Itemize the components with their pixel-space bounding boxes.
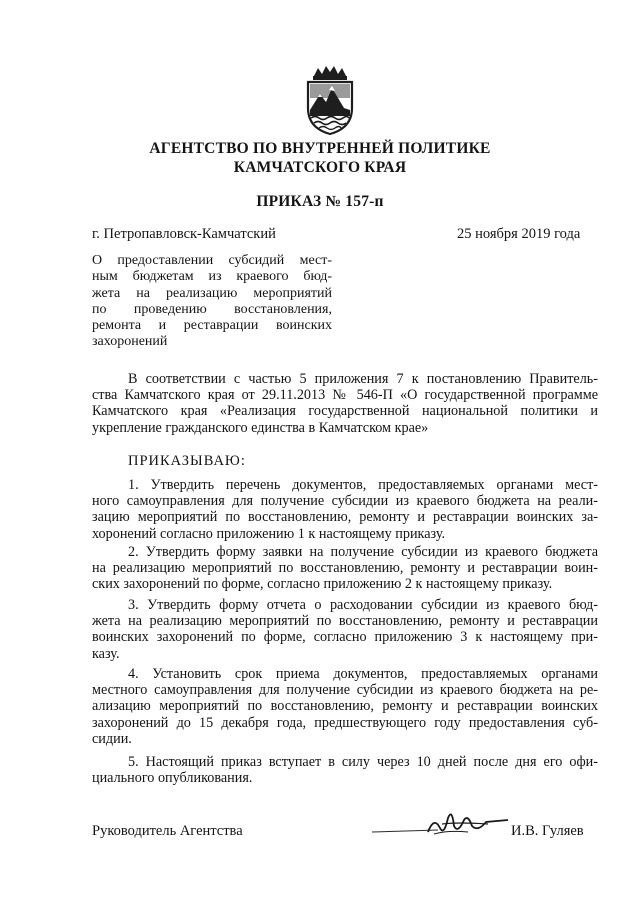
order-subject [92,253,332,351]
item-line: сидии. [92,730,132,747]
item-line: ного самоуправления для получение субсидии из краевого бюджета на реали- [92,493,598,510]
item-4 [92,666,598,747]
subject-line: ремонта и реставрации воинских [92,318,332,334]
item-line: жета на реализацию мероприятий по восстановлению, ремонту и реставрации [92,613,598,630]
city: г. Петропавловск-Камчатский [92,226,276,242]
item-line: воинских захоронений по форме, согласно приложению 3 к настоящему при- [92,629,598,646]
item-line: 3. Утвердить форму отчета о расходовании субсидии из краевого бюд- [128,597,598,613]
item-line: циального опубликования. [92,770,253,787]
item-line: 4. Установить срок приема документов, предоставляемых органами [128,666,598,682]
item-5 [92,754,598,786]
item-line: 1. Утвердить перечень документов, предоставляемых органами мест- [128,477,598,493]
item-1 [92,477,598,542]
subject-line: по проведению восстановления, [92,301,332,317]
order-title: ПРИКАЗ № 157-п [256,193,384,210]
signatory-position: Руководитель Агентства [92,823,243,839]
handwritten-signature-icon [368,810,518,840]
coat-of-arms-icon [301,64,359,136]
item-line: 5. Настоящий приказ вступает в силу через 10 дней после дня его офи- [128,754,598,770]
preamble-line: В соответствии с частью 5 приложения 7 к постановлению Правитель- [128,371,598,387]
order-date: 25 ноября 2019 года [457,226,581,242]
item-2 [92,544,598,593]
item-line: захоронений до 15 декабря года, предшествующего году предоставления суб- [92,714,598,731]
preamble-line: Камчатского края «Реализация государственной национальной политики и [92,403,598,420]
subject-line: жета на реализацию мероприятий [92,285,332,301]
agency-name-line-2: КАМЧАТСКОГО КРАЯ [233,159,407,176]
subject-line: захоронений [92,334,168,350]
subject-line: ным бюджетам из краевого бюд- [92,269,332,285]
item-line: 2. Утвердить форму заявки на получение субсидии из краевого бюджета [128,544,598,560]
order-word: ПРИКАЗЫВАЮ: [128,453,246,469]
item-3 [92,597,598,662]
preamble [92,371,598,436]
agency-name-line-1: АГЕНТСТВО ПО ВНУТРЕННЕЙ ПОЛИТИКЕ [149,140,491,157]
item-line: ализацию мероприятий по восстановлению, ремонту и реставрации воинских [92,698,598,715]
item-line: на реализацию мероприятий по восстановлению, ремонту и реставрации воин- [92,560,598,577]
item-line: хоронений согласно приложению 1 к настоящему приказу. [92,525,446,542]
item-line: казу. [92,645,120,662]
preamble-line: ства Камчатского края от 29.11.2013 № 546-П «О государственной программе [92,387,598,404]
item-line: зацию мероприятий по восстановлению, ремонту и реставрации воинских за- [92,509,598,526]
signatory-name: И.В. Гуляев [511,823,584,839]
subject-line: О предоставлении субсидий мест- [92,253,332,268]
item-line: местного самоуправления для получение субсидии из краевого бюджета на ре- [92,682,598,699]
item-line: ских захоронений по форме, согласно приложению 2 к настоящему приказу. [92,576,553,593]
preamble-line: укрепление гражданского единства в Камчатском крае» [92,419,429,436]
